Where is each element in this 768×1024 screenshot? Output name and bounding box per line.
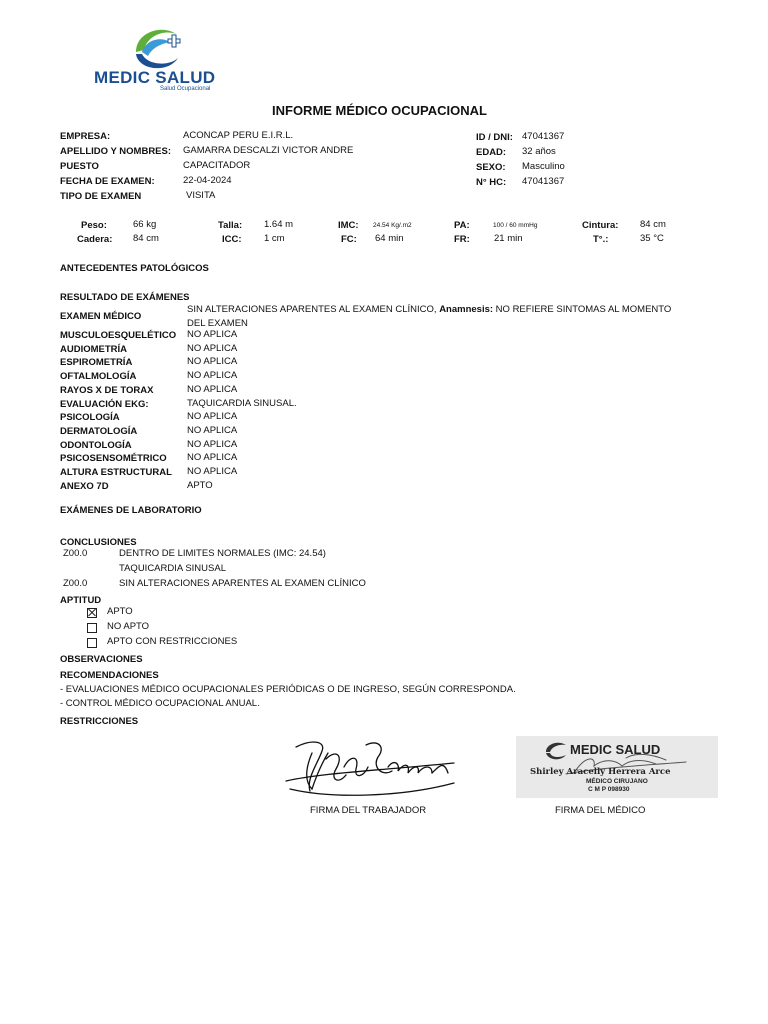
laboratorio-heading: EXÁMENES DE LABORATORIO: [60, 505, 202, 516]
imc-value: 24.54 Kg/.m2: [373, 222, 412, 229]
logo-text: MEDIC SALUD: [94, 68, 216, 87]
apto-checkbox[interactable]: [87, 608, 97, 618]
report-title: INFORME MÉDICO OCUPACIONAL: [272, 103, 487, 118]
restricciones-heading: RESTRICCIONES: [60, 716, 139, 727]
edad-label: EDAD:: [476, 147, 507, 158]
nombre-label: APELLIDO Y NOMBRES:: [60, 146, 172, 157]
peso-value: 66 kg: [133, 219, 157, 230]
doctor-stamp: [516, 736, 718, 798]
logo-subtext: Salud Ocupacional: [160, 86, 211, 92]
result-value: APTO: [187, 479, 213, 491]
result-value: NO APLICA: [187, 329, 238, 340]
result-value: NO APLICA: [187, 356, 238, 368]
result-label: ESPIROMETRÍA: [60, 357, 133, 369]
result-label: ODONTOLOGÍA: [60, 439, 132, 451]
fr-label: FR:: [454, 234, 470, 245]
dni-value: 47041367: [522, 131, 565, 142]
examen-medico-line2: DEL EXAMEN: [187, 318, 248, 329]
sexo-value: Masculino: [522, 161, 565, 172]
result-label: OFTALMOLOGÍA: [60, 371, 137, 383]
examen-medico-label: EXAMEN MÉDICO: [60, 311, 142, 322]
hc-value: 47041367: [522, 176, 565, 187]
fecha-value: 22-04-2024: [183, 175, 232, 186]
fc-value: 64 min: [375, 233, 404, 244]
tipo-label: TIPO DE EXAMEN: [60, 191, 142, 202]
cadera-label: Cadera:: [77, 234, 113, 245]
result-label: MUSCULOESQUELÉTICO: [60, 330, 177, 341]
no-apto-checkbox[interactable]: [87, 623, 97, 633]
result-label: AUDIOMETRÍA: [60, 343, 128, 355]
apto-con-restricciones-checkbox[interactable]: [87, 638, 97, 648]
puesto-label: PUESTO: [60, 161, 99, 172]
conclusion-code: Z00.0: [63, 548, 88, 559]
result-value: TAQUICARDIA SINUSAL.: [187, 397, 297, 409]
resultados-heading: RESULTADO DE EXÁMENES: [60, 292, 190, 303]
worker-signature-caption: FIRMA DEL TRABAJADOR: [310, 805, 427, 816]
edad-value: 32 años: [522, 146, 556, 157]
company-logo: [90, 22, 230, 94]
nombre-value: GAMARRA DESCALZI VICTOR ANDRE: [183, 145, 354, 156]
result-value: NO APLICA: [187, 438, 238, 450]
icc-value: 1 cm: [264, 233, 285, 244]
examen-medico-text: SIN ALTERACIONES APARENTES AL EXAMEN CLÍNICO,: [187, 304, 440, 315]
stamp-brand: MEDIC SALUD: [570, 742, 661, 757]
antecedentes-heading: ANTECEDENTES PATOLÓGICOS: [60, 263, 209, 274]
examen-medico-value: [187, 304, 671, 315]
no-apto-label: NO APTO: [107, 621, 150, 632]
stamp-doctor-name: Shirley Aracelly Herrera Arce: [530, 767, 671, 777]
temp-label: T°.:: [593, 234, 609, 245]
icc-label: ICC:: [222, 234, 242, 245]
anamnesis-text: NO REFIERE SINTOMAS AL MOMENTO: [493, 304, 672, 315]
result-label: DERMATOLOGÍA: [60, 425, 138, 437]
logo-emblem-icon: [90, 22, 230, 72]
apto-label: APTO: [107, 606, 133, 617]
result-label: PSICOLOGÍA: [60, 412, 120, 424]
results-list: [60, 330, 460, 500]
cadera-value: 84 cm: [133, 233, 159, 244]
stamp-doctor-title: MÉDICO CIRUJANO: [586, 778, 648, 785]
pa-value: 100 / 60 mmHg: [493, 222, 538, 229]
worker-signature: [282, 733, 462, 801]
hc-label: N° HC:: [476, 177, 507, 188]
puesto-value: CAPACITADOR: [183, 160, 251, 171]
talla-value: 1.64 m: [264, 219, 294, 230]
observaciones-heading: OBSERVACIONES: [60, 654, 143, 665]
fc-label: FC:: [341, 234, 357, 245]
conclusion-text: SIN ALTERACIONES APARENTES AL EXAMEN CLÍNICO: [119, 578, 366, 589]
doctor-signature-caption: FIRMA DEL MÉDICO: [555, 805, 646, 816]
result-value: NO APLICA: [187, 452, 238, 464]
pa-label: PA:: [454, 220, 470, 231]
talla-label: Talla:: [218, 220, 243, 231]
result-label: EVALUACIÓN EKG:: [60, 398, 149, 410]
peso-label: Peso:: [81, 220, 107, 231]
conclusion-text: TAQUICARDIA SINUSAL: [119, 563, 226, 574]
result-value: NO APLICA: [187, 342, 238, 354]
cintura-label: Cintura:: [582, 220, 619, 231]
result-value: NO APLICA: [187, 424, 238, 436]
temp-value: 35 °C: [640, 233, 664, 244]
aptitud-heading: APTITUD: [60, 595, 102, 606]
fr-value: 21 min: [494, 233, 523, 244]
empresa-label: EMPRESA:: [60, 131, 111, 142]
result-value: NO APLICA: [187, 370, 238, 382]
anamnesis-label: Anamnesis:: [439, 304, 494, 315]
apto-con-restricciones-label: APTO CON RESTRICCIONES: [107, 636, 238, 647]
result-label: ANEXO 7D: [60, 480, 109, 492]
conclusion-text: DENTRO DE LIMITES NORMALES (IMC: 24.54): [119, 548, 326, 559]
conclusiones-heading: CONCLUSIONES: [60, 537, 137, 548]
sexo-label: SEXO:: [476, 162, 506, 173]
stamp-doctor-cmp: C M P 098930: [588, 786, 630, 793]
imc-label: IMC:: [338, 220, 359, 231]
result-label: PSICOSENSOMÉTRICO: [60, 453, 167, 465]
fecha-label: FECHA DE EXAMEN:: [60, 176, 155, 187]
result-label: RAYOS X DE TORAX: [60, 384, 154, 396]
result-label: ALTURA ESTRUCTURAL: [60, 467, 172, 478]
conclusion-code: Z00.0: [63, 578, 88, 589]
recomendaciones-heading: RECOMENDACIONES: [60, 670, 159, 681]
result-value: NO APLICA: [187, 466, 238, 477]
tipo-value: VISITA: [186, 190, 216, 201]
dni-label: ID / DNI:: [476, 132, 513, 143]
result-value: NO APLICA: [187, 383, 238, 395]
recommendation-item: - CONTROL MÉDICO OCUPACIONAL ANUAL.: [60, 698, 260, 709]
result-value: NO APLICA: [187, 411, 238, 423]
cintura-value: 84 cm: [640, 219, 666, 230]
empresa-value: ACONCAP PERU E.I.R.L.: [183, 130, 294, 141]
recommendation-item: - EVALUACIONES MÉDICO OCUPACIONALES PERIÓDICAS O DE INGRESO, SEGÚN CORRESPONDA.: [60, 684, 516, 695]
